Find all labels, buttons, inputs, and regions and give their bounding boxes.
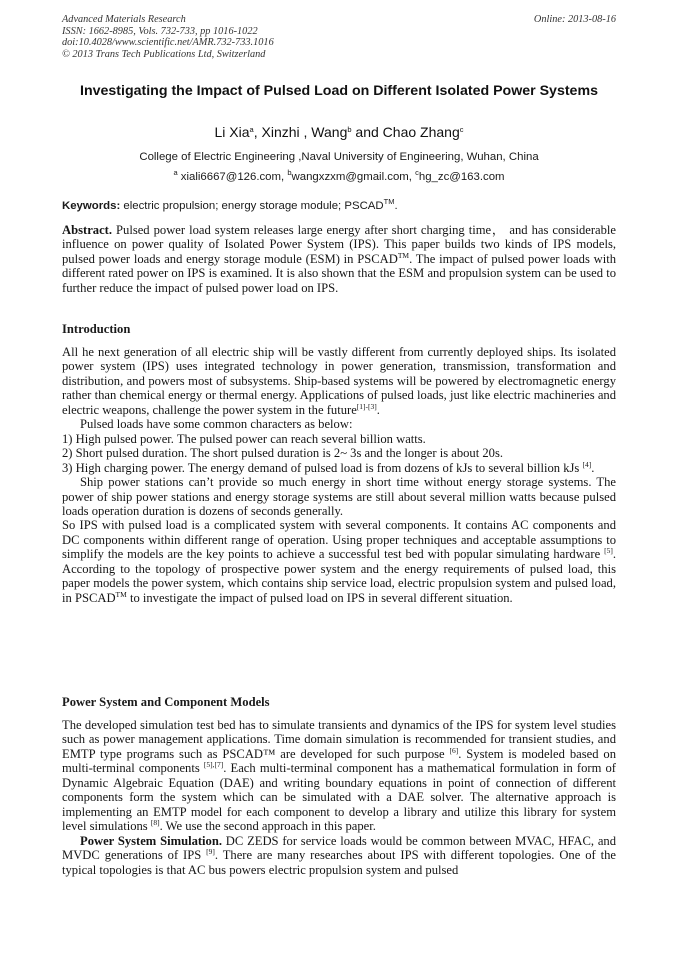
email-mark: a [173, 168, 178, 177]
paragraph-text: . There are many researches about IPS with different topologies. One of the typical topologies is that AC bus powers electric propulsion system and pulsed [62, 848, 617, 877]
list-item: 2) Short pulsed duration. The short pulsed duration is 2~ 3s and the longer is about 20s. [62, 446, 504, 461]
email-mark: c [415, 168, 419, 177]
paragraph-text: to investigate the impact of pulsed load on IPS in several different situation. [126, 590, 513, 605]
abstract-text-cont: . The impact of pulsed power loads with different rated power on IPS is examined. It is also shown that the ESM and propulsion system can be used to further reduce the impact of pulsed power load on IPS. [62, 251, 616, 295]
citation: [8] [150, 818, 160, 828]
email-address: hg_zc@163.com [418, 171, 505, 183]
author-name: Chao Zhang [382, 124, 460, 140]
citation: [4] [582, 459, 592, 469]
keywords-text: electric propulsion; energy storage module; PSCAD [120, 200, 384, 212]
list-item-text: 3) High charging power. The energy demand of pulsed load is from dozens of kJs to several billion kJs [62, 460, 583, 475]
issn-line: ISSN: 1662-8985, Vols. 732-733, pp 1016-1022 [62, 25, 258, 37]
affiliation: College of Electric Engineering ,Naval University of Engineering, Wuhan, China [139, 151, 539, 163]
paragraph [62, 345, 616, 417]
section-heading-introduction: Introduction [62, 322, 131, 336]
keywords-end: . [394, 200, 398, 212]
paragraph-text: DC ZEDS for service loads would be common between MVAC, HFAC, and MVDC generations of IPS [62, 833, 616, 863]
abstract-paragraph [62, 223, 616, 295]
paragraph-end: . [376, 402, 380, 417]
citation: [1]-[3] [356, 401, 377, 411]
online-date: Online: 2013-08-16 [533, 14, 616, 25]
citation: [5],[7] [203, 760, 224, 770]
paragraph-text: All he next generation of all electric ship will be vastly different from currently deployed ships. Its isolated power system (IPS) uses integrated technology in power generation, transmission, transformation and distribution, and powers most of subsystems. Ship-based systems will be powered by electromagnetic energy rather than chemical energy or thermal energy. Applications of pulsed loads, just like electric machineries and electric weapons, challenge the power system in the future [62, 345, 616, 417]
abstract-label: Abstract. [62, 223, 113, 237]
author-name: Xinzhi , Wang [261, 124, 348, 140]
copyright-line: © 2013 Trans Tech Publications Ltd, Switzerland [62, 48, 266, 60]
author-list [62, 123, 616, 141]
paragraph-text: . System is modeled based on multi-terminal components [62, 746, 616, 776]
email-mark: b [287, 168, 292, 177]
section-heading-power-system: Power System and Component Models [62, 695, 270, 709]
citation: [5] [604, 546, 613, 556]
trademark-mark: TM [383, 197, 395, 206]
list-item-end: . [591, 460, 595, 475]
trademark-mark: TM [115, 589, 127, 599]
journal-header [62, 14, 616, 60]
paragraph-text: The developed simulation test bed has to simulate transients and dynamics of the IPS for system level studies such as power management applications. Time domain simulation is recommended for transient studies, and EMTP type programs such as PSCAD™ are developed for such purpose [62, 718, 616, 761]
author-name: Li Xia [214, 124, 250, 140]
email-address: xiali6667@126.com, [177, 171, 288, 183]
keywords [62, 199, 616, 213]
trademark-mark: TM [397, 250, 410, 260]
author-affil-mark: c [459, 125, 464, 134]
paragraph-text: So IPS with pulsed load is a complicated system with several components. It contains AC components and DC components within different range of operation. Using proper techniques and acceptable assumptions to simplify the models are the key points to achieve a successful test bed with popular simulating hardware [62, 518, 616, 562]
power-system-body [62, 718, 616, 877]
subsection-label: Power System Simulation. [80, 833, 223, 848]
list-item [62, 461, 616, 475]
paragraph [62, 834, 616, 877]
paragraph: Pulsed loads have some common characters as below: [80, 417, 353, 432]
paragraph [62, 718, 616, 834]
keywords-label: Keywords: [62, 200, 121, 212]
paper-title: Investigating the Impact of Pulsed Load on Different Isolated Power Systems [80, 83, 598, 99]
email-list [62, 170, 616, 184]
author-affil-mark: b [347, 125, 352, 134]
author-affil-mark: a [249, 125, 254, 134]
citation: [6] [449, 745, 459, 755]
list-item: 1) High pulsed power. The pulsed power can reach several billion watts. [62, 431, 426, 446]
introduction-body [62, 345, 616, 605]
doi-line: doi:10.4028/www.scientific.net/AMR.732-733.1016 [62, 37, 274, 49]
paragraph-text: . Each multi-terminal component has a mathematical formulation in form of Dynamic Algebraic Equation (DAE) and writing boundary equations in point of connection of different components form the system which can be simulated with a DAE solver. The alternative approach is implementing an EMTP model for each component to develop a library and utilize this library for system level simulations [62, 761, 616, 834]
email-address: wangxzxm@gmail.com, [291, 171, 416, 183]
citation: [9] [206, 847, 215, 857]
paragraph-text: . According to the topology of prospective power system and the energy requirements of pulsed load, this paper models the power system, which contains ship service load, electric propulsion system and pulsed load, in PSCAD [62, 547, 616, 605]
paragraph [62, 518, 616, 605]
abstract-text: Pulsed power load system releases large energy after short charging time， and has considerable influence on power quality of Isolated Power System (IPS). This paper builds two kinds of IPS models, pulsed power loads and energy storage module (ESM) in PSCAD [62, 223, 616, 266]
paragraph: Ship power stations can’t provide so much energy in short time without energy storage systems. The power of ship power stations and energy storage systems are still about several million watts because pulsed loads operation duration is dozens of seconds generally. [62, 475, 616, 518]
author-separator: , [253, 124, 262, 140]
paragraph-text: . We use the second approach in this paper. [159, 819, 376, 834]
abstract [62, 223, 616, 295]
author-separator: and [351, 124, 383, 140]
journal-name: Advanced Materials Research [62, 14, 186, 25]
